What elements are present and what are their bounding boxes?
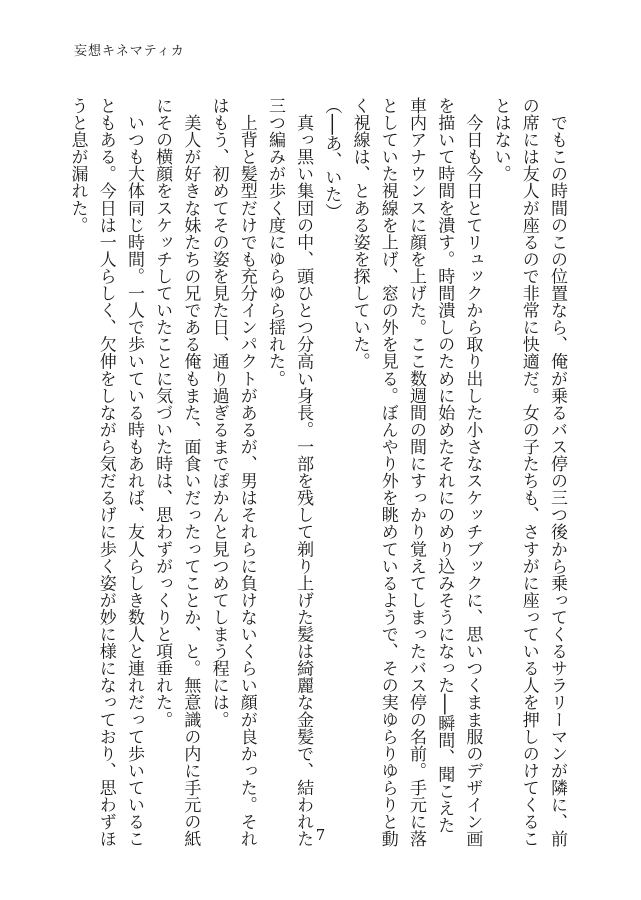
- text-line: （──あ、いた）: [321, 97, 342, 220]
- text-line: とはない。: [490, 97, 511, 183]
- text-line: としていた視線を上げ、窓の外を見る。ぼんやり外を眺めているようで、その実ゆらりゆらりと動: [377, 97, 398, 848]
- text-line: く視線は、とある姿を探していた。: [349, 97, 370, 370]
- text-line: 車内アナウンスに顔を上げた。ここ数週間の間にすっかり覚えてしまったバス停の名前。手元に落: [405, 97, 426, 848]
- text-line: はもう、初めてその姿を見た日、通り過ぎるまでぽかんと見つめてしまう程には。: [208, 97, 229, 728]
- text-line: うと息が漏れた。: [67, 97, 88, 234]
- text-line: いつも大体同じ時間。一人で歩いている時もあれば、友人らしき数人と連れだって歩いているこ: [123, 97, 144, 848]
- text-line: 三つ編みが歩く度にゆらゆら揺れた。: [264, 97, 285, 387]
- text-line: 今日も今日とてリュックから取り出した小さなスケッチブックに、思いつくまま服のデザイン画: [462, 97, 483, 848]
- text-line: を描いて時間を潰す。時間潰しのために始めたそれにのめり込みそうになった──瞬間、聞こえた: [434, 97, 455, 834]
- vertical-body-text: [67, 97, 571, 848]
- text-line: の席には友人が座るので非常に快適だ。女の子たちも、さすがに座っている人を押しのけてくるこ: [518, 97, 539, 848]
- text-line: 美人が好きな妹たちの兄である俺もまた、面食いだったってことか、と。無意識の内に手元の紙: [180, 97, 201, 848]
- running-header-title: 妄想キネマティカ: [74, 44, 185, 59]
- text-line: でもこの時間のこの位置なら、俺が乗るバス停の三つ後から乗ってくるサラリーマンが隣に、前: [547, 97, 567, 848]
- text-line: 上背と髪型だけでも充分インパクトがあるが、男はそれらに負けないくらい顔が良かった。それ: [236, 97, 257, 848]
- text-line: 真っ黒い集団の中、頭ひとつ分高い身長。一部を残して剃り上げた髪は綺麗な金髪で、結われた: [293, 97, 314, 848]
- text-line: ともある。今日は一人らしく、欠伸をしながら気だるげに歩く姿が妙に様になっており、思わずほ: [95, 97, 116, 848]
- page-number: 7: [315, 826, 326, 844]
- text-line: にその横顔をスケッチしていたことに気づいた時は、思わずがっくりと項垂れた。: [152, 97, 173, 728]
